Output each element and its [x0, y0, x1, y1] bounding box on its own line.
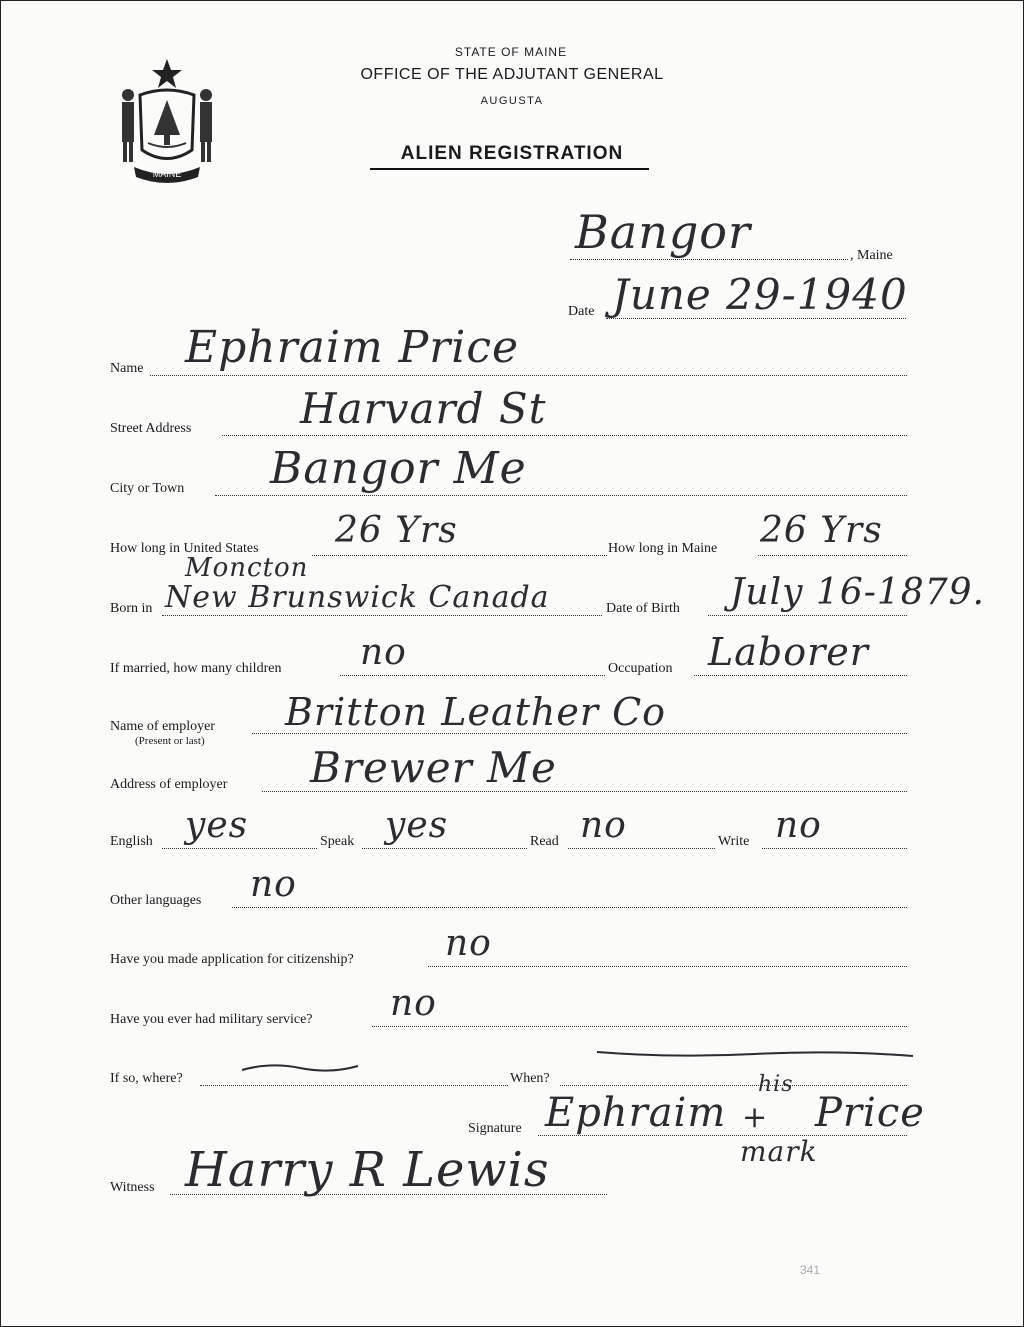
speak-line	[362, 848, 527, 849]
when-label: When?	[510, 1071, 550, 1086]
seal-text: MAINE	[152, 169, 182, 179]
how-long-maine-label: How long in Maine	[608, 541, 718, 556]
english-label: English	[110, 834, 153, 849]
date-of-birth-value: July 16-1879.	[730, 572, 985, 613]
name-label: Name	[110, 361, 144, 376]
children-value: no	[360, 632, 407, 673]
signature-last: Price	[815, 1090, 925, 1136]
employer-name-value: Britton Leather Co	[285, 690, 667, 734]
military-label: Have you ever had military service?	[110, 1012, 313, 1027]
page-title: ALIEN REGISTRATION	[400, 143, 624, 164]
title-underline	[370, 168, 649, 170]
name-line	[150, 375, 907, 376]
header-office: OFFICE OF THE ADJUTANT GENERAL	[360, 66, 664, 83]
born-in-value: New Brunswick Canada	[165, 580, 550, 615]
how-long-us-label: How long in United States	[110, 541, 259, 556]
other-languages-label: Other languages	[110, 893, 202, 908]
other-languages-line	[232, 907, 907, 908]
other-languages-value: no	[250, 864, 297, 905]
born-in-label: Born in	[110, 601, 153, 616]
name-value: Ephraim Price	[185, 322, 520, 373]
date-value: June 29-1940	[612, 270, 908, 319]
military-line	[372, 1026, 907, 1027]
city-line	[215, 495, 907, 496]
write-label: Write	[718, 834, 750, 849]
place-value: Bangor	[575, 205, 751, 259]
employer-name-label: Name of employer	[110, 719, 215, 734]
citizenship-label: Have you made application for citizenship?	[110, 952, 354, 967]
born-in-city-value: Moncton	[185, 553, 309, 583]
city-label: City or Town	[110, 481, 185, 496]
citizenship-value: no	[445, 923, 492, 964]
witness-value: Harry R Lewis	[185, 1142, 550, 1198]
city-value: Bangor Me	[270, 443, 527, 494]
speak-value: yes	[385, 805, 449, 846]
speak-label: Speak	[320, 834, 355, 849]
citizenship-line	[428, 966, 907, 967]
how-long-us-line	[312, 555, 607, 556]
occupation-value: Laborer	[708, 630, 869, 674]
header-city: AUGUSTA	[480, 95, 544, 107]
children-label: If married, how many children	[110, 661, 282, 676]
street-value: Harvard St	[300, 384, 547, 433]
read-line	[568, 848, 715, 849]
write-value: no	[775, 805, 822, 846]
place-suffix: , Maine	[850, 248, 893, 263]
employer-address-label: Address of employer	[110, 777, 228, 792]
signature-his: his	[758, 1072, 794, 1097]
occupation-line	[694, 675, 907, 676]
write-line	[762, 848, 907, 849]
date-of-birth-line	[708, 615, 907, 616]
how-long-maine-value: 26 Yrs	[760, 510, 883, 551]
signature-cross: +	[742, 1100, 769, 1135]
street-label: Street Address	[110, 421, 192, 436]
employer-address-value: Brewer Me	[310, 743, 557, 792]
header-state: STATE OF MAINE	[454, 45, 568, 59]
when-line	[560, 1085, 907, 1086]
english-line	[162, 848, 317, 849]
occupation-label: Occupation	[608, 661, 673, 676]
read-value: no	[580, 805, 627, 846]
witness-label: Witness	[110, 1180, 155, 1195]
where-dash-mark	[240, 1060, 360, 1074]
how-long-us-value: 26 Yrs	[335, 510, 458, 551]
page-number: 341	[800, 1263, 821, 1277]
signature-label: Signature	[468, 1121, 522, 1136]
signature-first: Ephraim	[545, 1090, 727, 1136]
street-line	[222, 435, 907, 436]
military-value: no	[390, 983, 437, 1024]
english-value: yes	[185, 805, 249, 846]
children-line	[340, 675, 605, 676]
signature-mark: mark	[740, 1135, 818, 1168]
how-long-maine-line	[758, 555, 907, 556]
if-so-where-line	[200, 1085, 508, 1086]
when-dash-mark	[595, 1048, 915, 1062]
place-line	[570, 259, 848, 260]
date-label: Date	[568, 304, 595, 319]
employer-name-sublabel: (Present or last)	[135, 735, 205, 747]
born-in-line	[162, 615, 602, 616]
date-of-birth-label: Date of Birth	[606, 601, 680, 616]
read-label: Read	[530, 834, 559, 849]
if-so-where-label: If so, where?	[110, 1071, 183, 1086]
